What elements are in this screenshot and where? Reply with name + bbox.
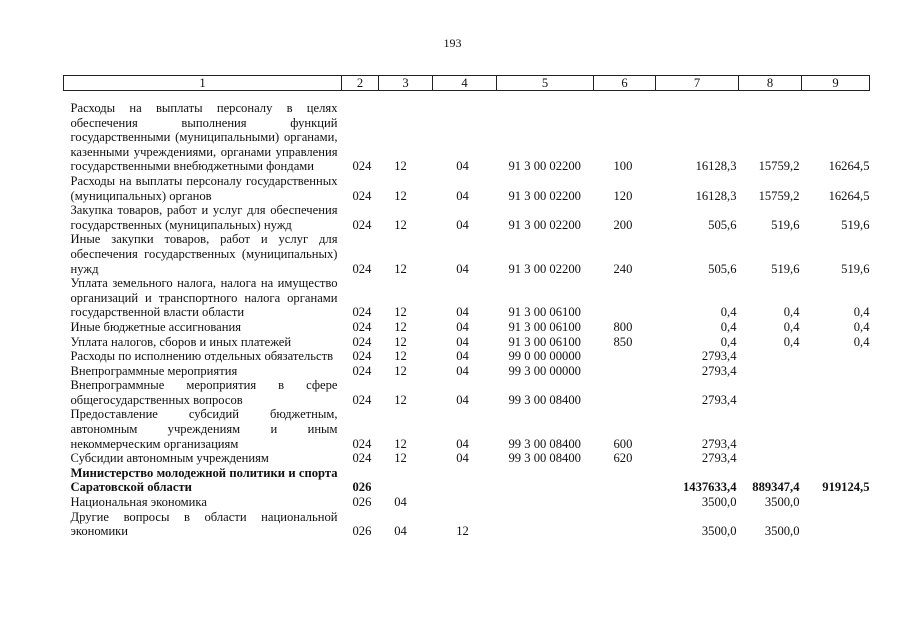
amount-col7: 2793,4: [701, 436, 737, 451]
table-row: [64, 407, 870, 451]
subsection-code: 04: [456, 217, 469, 232]
expense-type: 800: [613, 319, 633, 334]
row-name: Закупка товаров, работ и услуг для обеспечения государственных (муниципальных) нужд: [70, 203, 338, 232]
header-cell: 4: [433, 76, 497, 91]
amount-col7: 0,4: [720, 305, 737, 320]
row-name: Внепрограммные мероприятия в сфере общегосударственных вопросов: [70, 378, 338, 407]
section-code: 12: [394, 217, 407, 232]
table-row: [64, 364, 870, 379]
amount-col9: 919124,5: [822, 480, 870, 495]
target-article: 99 3 00 08400: [508, 436, 581, 451]
header-cell: 2: [342, 76, 379, 91]
expense-type: 600: [613, 436, 633, 451]
subsection-code: 04: [456, 363, 469, 378]
table-row: [64, 232, 870, 276]
subsection-code: 04: [456, 436, 469, 451]
target-article: [497, 466, 594, 495]
row-name: Другие вопросы в области национальной экономики: [70, 509, 338, 539]
subsection-code: 04: [456, 261, 469, 276]
ministry-code: 024: [352, 261, 372, 276]
expense-type: 200: [613, 217, 633, 232]
amount-col9: [802, 378, 870, 407]
ministry-code: 024: [352, 392, 372, 407]
amount-col7: 3500,0: [701, 495, 737, 510]
amount-col9: [802, 510, 870, 539]
row-name: Расходы по исполнению отдельных обязательств: [70, 349, 334, 364]
subsection-code: 04: [456, 392, 469, 407]
amount-col9: 16264,5: [828, 188, 870, 203]
amount-col9: 519,6: [841, 217, 870, 232]
amount-col8: 889347,4: [752, 480, 800, 495]
section-code: 12: [394, 261, 407, 276]
target-article: 91 3 00 02200: [508, 217, 581, 232]
amount-col7: 1437633,4: [682, 480, 737, 495]
section-code: [379, 466, 433, 495]
subsection-code: 04: [456, 319, 469, 334]
target-article: 91 3 00 06100: [508, 319, 581, 334]
table-row: [64, 320, 870, 335]
amount-col9: [802, 451, 870, 466]
amount-col8: [739, 451, 802, 466]
amount-col9: [802, 495, 870, 510]
section-code: 12: [394, 451, 407, 466]
subsection-code: [433, 495, 497, 510]
section-code: 12: [394, 363, 407, 378]
amount-col9: 16264,5: [828, 159, 870, 174]
table-row: [64, 349, 870, 364]
amount-col7: 0,4: [720, 334, 737, 349]
amount-col9: 0,4: [853, 334, 870, 349]
ministry-code: 024: [352, 334, 372, 349]
expense-type: [594, 349, 656, 364]
amount-col7: 3500,0: [701, 524, 737, 539]
amount-col8: 3500,0: [764, 524, 800, 539]
ministry-code: 026: [352, 524, 372, 539]
target-article: 91 3 00 02200: [508, 188, 581, 203]
section-code: 12: [394, 349, 407, 364]
amount-col7: 16128,3: [695, 159, 737, 174]
amount-col9: [802, 349, 870, 364]
table-row: [64, 276, 870, 320]
expense-type: 850: [613, 334, 633, 349]
section-code: 12: [394, 305, 407, 320]
amount-col7: 2793,4: [701, 451, 737, 466]
header-cell: 9: [802, 76, 870, 91]
row-name: Внепрограммные мероприятия: [70, 363, 238, 378]
header-cell: 5: [497, 76, 594, 91]
amount-col7: 505,6: [708, 261, 737, 276]
target-article: 91 3 00 02200: [508, 159, 581, 174]
amount-col8: 519,6: [771, 261, 800, 276]
ministry-code: 024: [352, 159, 372, 174]
amount-col9: 0,4: [853, 305, 870, 320]
subsection-code: [433, 466, 497, 495]
amount-col9: [802, 364, 870, 379]
amount-col8: 3500,0: [764, 495, 800, 510]
row-name: Расходы на выплаты персоналу государственных (муниципальных) органов: [70, 173, 338, 203]
table-row: [64, 174, 870, 203]
amount-col8: 519,6: [771, 217, 800, 232]
section-code: 12: [394, 392, 407, 407]
expense-type: 120: [613, 188, 633, 203]
subsection-code: 04: [456, 305, 469, 320]
header-cell: 8: [739, 76, 802, 91]
target-article: 99 3 00 08400: [508, 392, 581, 407]
amount-col8: [739, 364, 802, 379]
expense-type: [594, 510, 656, 539]
table-row: [64, 203, 870, 232]
ministry-code: 024: [352, 217, 372, 232]
expense-type: 100: [613, 159, 633, 174]
ministry-code: 024: [352, 363, 372, 378]
row-name: Уплата земельного налога, налога на имущество организаций и транспортного налога органами государственной власти области: [70, 276, 338, 320]
subsection-code: 04: [456, 451, 469, 466]
section-code: 04: [394, 524, 407, 539]
expense-type: [594, 378, 656, 407]
amount-col7: 2793,4: [701, 392, 737, 407]
target-article: 91 3 00 06100: [508, 334, 581, 349]
target-article: 99 3 00 08400: [508, 451, 581, 466]
table-row: [64, 510, 870, 539]
subsection-code: 12: [456, 524, 469, 539]
ministry-code: 024: [352, 319, 372, 334]
row-name: Иные закупки товаров, работ и услуг для обеспечения государственных (муниципальных) нужд: [70, 232, 338, 276]
row-name: Национальная экономика: [70, 495, 207, 510]
target-article: 91 3 00 06100: [508, 305, 581, 320]
amount-col8: [739, 407, 802, 451]
target-article: 99 3 00 00000: [508, 363, 581, 378]
expense-type: [594, 364, 656, 379]
ministry-code: 026: [352, 480, 372, 495]
ministry-code: 024: [352, 349, 372, 364]
amount-col8: 0,4: [783, 334, 800, 349]
table-row: [64, 495, 870, 510]
amount-col7: 505,6: [708, 217, 737, 232]
section-code: 04: [394, 495, 407, 510]
amount-col9: [802, 407, 870, 451]
amount-col8: [739, 378, 802, 407]
expense-type: [594, 495, 656, 510]
subsection-code: 04: [456, 334, 469, 349]
expense-type: 240: [613, 261, 633, 276]
row-name: Субсидии автономным учреждениям: [70, 451, 269, 466]
page-number: 193: [443, 36, 462, 50]
section-code: 12: [394, 334, 407, 349]
ministry-code: 026: [352, 495, 372, 510]
target-article: [497, 495, 594, 510]
amount-col7: 2793,4: [701, 349, 737, 364]
expense-type: [594, 466, 656, 495]
section-code: 12: [394, 319, 407, 334]
row-name: Предоставление субсидий бюджетным, автономным учреждениям и иным некоммерческим организациям: [70, 407, 338, 451]
row-name: Министерство молодежной политики и спорта Саратовской области: [70, 465, 338, 495]
amount-col7: 0,4: [720, 319, 737, 334]
subsection-code: 04: [456, 188, 469, 203]
target-article: 91 3 00 02200: [508, 261, 581, 276]
target-article: [497, 510, 594, 539]
amount-col8: [739, 349, 802, 364]
amount-col8: 0,4: [783, 305, 800, 320]
header-cell: 7: [656, 76, 739, 91]
ministry-code: 024: [352, 436, 372, 451]
amount-col7: 2793,4: [701, 363, 737, 378]
amount-col8: 15759,2: [758, 159, 800, 174]
header-cell: 6: [594, 76, 656, 91]
table-row: [64, 378, 870, 407]
amount-col9: 519,6: [841, 261, 870, 276]
subsection-code: 04: [456, 349, 469, 364]
ministry-code: 024: [352, 305, 372, 320]
target-article: 99 0 00 00000: [508, 349, 581, 364]
section-code: 12: [394, 188, 407, 203]
row-name: Иные бюджетные ассигнования: [70, 319, 242, 334]
amount-col9: 0,4: [853, 319, 870, 334]
header-cell: 1: [64, 76, 342, 91]
subsection-code: 04: [456, 159, 469, 174]
table-row: [64, 451, 870, 466]
table-row: [64, 91, 870, 174]
ministry-code: 024: [352, 451, 372, 466]
amount-col8: 15759,2: [758, 188, 800, 203]
amount-col7: 16128,3: [695, 188, 737, 203]
section-code: 12: [394, 159, 407, 174]
budget-table: [63, 75, 870, 539]
expense-type: 620: [613, 451, 633, 466]
table-row: [64, 335, 870, 350]
ministry-code: 024: [352, 188, 372, 203]
section-code: 12: [394, 436, 407, 451]
amount-col8: 0,4: [783, 319, 800, 334]
row-name: Расходы на выплаты персоналу в целях обеспечения выполнения функций государственными (муниципальными) органами, казенными учреждениями, органами управления государственными внебюджетными фондами: [70, 101, 338, 174]
row-name: Уплата налогов, сборов и иных платежей: [70, 334, 292, 349]
header-cell: 3: [379, 76, 433, 91]
table-row: [64, 466, 870, 495]
expense-type: [594, 276, 656, 320]
column-number-header: [64, 76, 870, 91]
